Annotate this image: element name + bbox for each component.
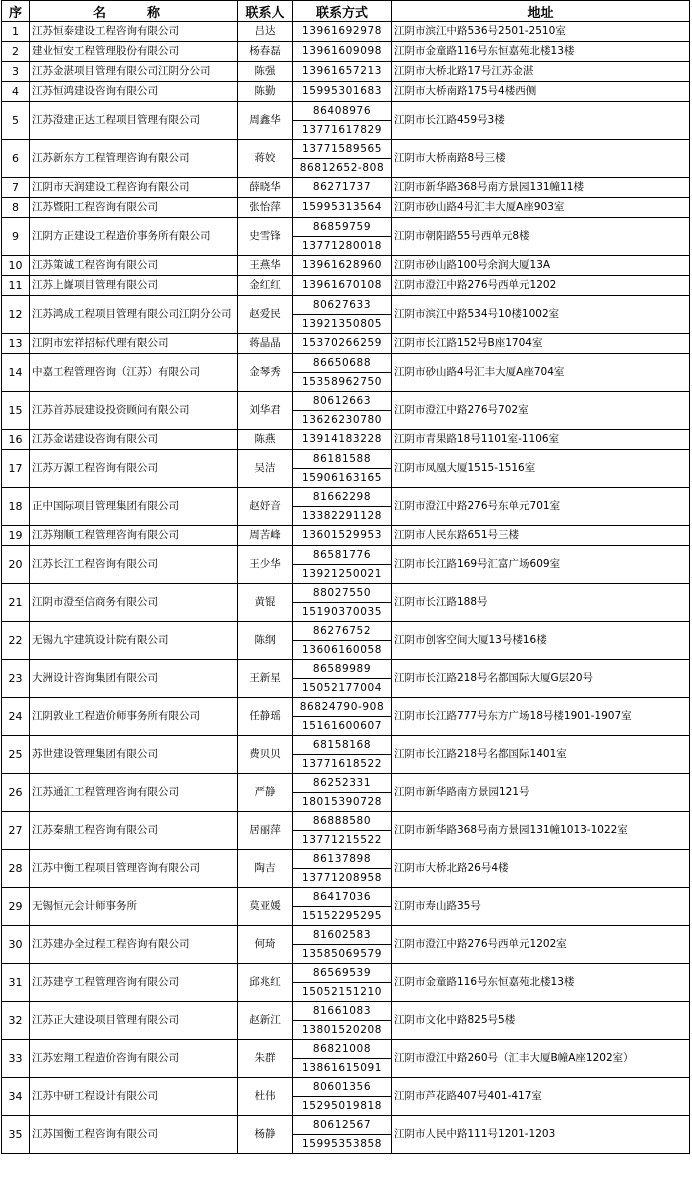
table-row bbox=[2, 526, 690, 546]
address: 江阴市长江路459号3楼 bbox=[392, 102, 690, 140]
row-seq: 2 bbox=[2, 42, 30, 62]
company-name: 江苏中衡工程项目管理咨询有限公司 bbox=[30, 850, 238, 888]
company-name: 江苏金湛项目管理有限公司江阴分公司 bbox=[30, 62, 238, 82]
header-address: 地址 bbox=[392, 1, 690, 22]
address: 江阴市大桥北路17号江苏金湛 bbox=[392, 62, 690, 82]
header-contact: 联系人 bbox=[238, 1, 293, 22]
phone-number: 13606160058 bbox=[293, 641, 392, 660]
phone-number: 13914183228 bbox=[293, 430, 392, 450]
contact-person: 赵妤音 bbox=[238, 488, 293, 526]
company-name: 江苏万源工程咨询有限公司 bbox=[30, 450, 238, 488]
company-name: 江苏建办全过程工程咨询有限公司 bbox=[30, 926, 238, 964]
company-name: 江苏秦鼎工程咨询有限公司 bbox=[30, 812, 238, 850]
phone-number: 13771617829 bbox=[293, 121, 392, 140]
row-seq: 33 bbox=[2, 1040, 30, 1078]
table-row bbox=[2, 218, 690, 237]
contact-person: 蒋晶晶 bbox=[238, 334, 293, 354]
phone-number: 81661083 bbox=[293, 1002, 392, 1021]
address: 江阴市澄江中路276号西单元1202 bbox=[392, 276, 690, 296]
phone-number: 15052177004 bbox=[293, 679, 392, 698]
table-row bbox=[2, 392, 690, 411]
contact-person: 陈纲 bbox=[238, 622, 293, 660]
contact-person: 王燕华 bbox=[238, 256, 293, 276]
contact-person: 严静 bbox=[238, 774, 293, 812]
row-seq: 1 bbox=[2, 22, 30, 42]
company-name: 江苏翔顺工程管理咨询有限公司 bbox=[30, 526, 238, 546]
row-seq: 8 bbox=[2, 198, 30, 218]
address: 江阴市创客空间大厦13号楼16楼 bbox=[392, 622, 690, 660]
phone-number: 81602583 bbox=[293, 926, 392, 945]
address: 江阴市新华路368号南方景园131幢1013-1022室 bbox=[392, 812, 690, 850]
table-row bbox=[2, 450, 690, 469]
contact-person: 史雪锋 bbox=[238, 218, 293, 256]
table-row bbox=[2, 256, 690, 276]
address: 江阴市文化中路825号5楼 bbox=[392, 1002, 690, 1040]
phone-number: 13771618522 bbox=[293, 755, 392, 774]
phone-number: 86569539 bbox=[293, 964, 392, 983]
company-name: 江苏长江工程咨询有限公司 bbox=[30, 546, 238, 584]
phone-number: 13961692978 bbox=[293, 22, 392, 42]
phone-number: 81662298 bbox=[293, 488, 392, 507]
row-seq: 13 bbox=[2, 334, 30, 354]
phone-number: 68158168 bbox=[293, 736, 392, 755]
row-seq: 6 bbox=[2, 140, 30, 178]
row-seq: 4 bbox=[2, 82, 30, 102]
table-row bbox=[2, 1078, 690, 1097]
contact-person: 张怡萍 bbox=[238, 198, 293, 218]
address: 江阴市大桥南路8号三楼 bbox=[392, 140, 690, 178]
address: 江阴市朝阳路55号西单元8楼 bbox=[392, 218, 690, 256]
company-name: 江苏策诚工程咨询有限公司 bbox=[30, 256, 238, 276]
company-name: 江阴市天润建设工程咨询有限公司 bbox=[30, 178, 238, 198]
phone-number: 15358962750 bbox=[293, 373, 392, 392]
table-row bbox=[2, 334, 690, 354]
company-name: 中嘉工程管理咨询（江苏）有限公司 bbox=[30, 354, 238, 392]
phone-number: 86859759 bbox=[293, 218, 392, 237]
phone-number: 15995301683 bbox=[293, 82, 392, 102]
row-seq: 11 bbox=[2, 276, 30, 296]
phone-number: 13382291128 bbox=[293, 507, 392, 526]
company-name: 正中国际项目管理集团有限公司 bbox=[30, 488, 238, 526]
contact-person: 陶吉 bbox=[238, 850, 293, 888]
contact-person: 朱群 bbox=[238, 1040, 293, 1078]
address: 江阴市砂山路4号汇丰大厦A座903室 bbox=[392, 198, 690, 218]
company-name: 江苏正大建设项目管理有限公司 bbox=[30, 1002, 238, 1040]
table-row bbox=[2, 82, 690, 102]
address: 江阴市青果路18号1101室-1106室 bbox=[392, 430, 690, 450]
row-seq: 19 bbox=[2, 526, 30, 546]
phone-number: 13861615091 bbox=[293, 1059, 392, 1078]
table-row bbox=[2, 812, 690, 831]
company-name: 江苏澄建正达工程项目管理有限公司 bbox=[30, 102, 238, 140]
phone-number: 80627633 bbox=[293, 296, 392, 315]
phone-number: 86821008 bbox=[293, 1040, 392, 1059]
phone-number: 86181588 bbox=[293, 450, 392, 469]
contact-person: 陈燕 bbox=[238, 430, 293, 450]
company-name: 江苏新东方工程管理咨询有限公司 bbox=[30, 140, 238, 178]
phone-number: 15995353858 bbox=[293, 1135, 392, 1154]
row-seq: 20 bbox=[2, 546, 30, 584]
address: 江阴市长江路169号汇富广场609室 bbox=[392, 546, 690, 584]
phone-number: 15190370035 bbox=[293, 603, 392, 622]
address: 江阴市长江路152号B座1704室 bbox=[392, 334, 690, 354]
contact-person: 吴洁 bbox=[238, 450, 293, 488]
phone-number: 15295019818 bbox=[293, 1097, 392, 1116]
company-name: 江苏国衡工程咨询有限公司 bbox=[30, 1116, 238, 1154]
table-row bbox=[2, 964, 690, 983]
company-name: 江苏通汇工程管理咨询有限公司 bbox=[30, 774, 238, 812]
table-row bbox=[2, 622, 690, 641]
company-name: 江苏暨阳工程咨询有限公司 bbox=[30, 198, 238, 218]
phone-number: 13961657213 bbox=[293, 62, 392, 82]
address: 江阴市砂山路4号汇丰大厦A座704室 bbox=[392, 354, 690, 392]
contact-person: 薛晓华 bbox=[238, 178, 293, 198]
address: 江阴市寿山路35号 bbox=[392, 888, 690, 926]
phone-number: 13961670108 bbox=[293, 276, 392, 296]
address: 江阴市大桥北路26号4楼 bbox=[392, 850, 690, 888]
address: 江阴市新华路南方景园121号 bbox=[392, 774, 690, 812]
company-name: 江苏金诺建设咨询有限公司 bbox=[30, 430, 238, 450]
phone-number: 80612567 bbox=[293, 1116, 392, 1135]
contact-person: 何琦 bbox=[238, 926, 293, 964]
row-seq: 3 bbox=[2, 62, 30, 82]
phone-number: 13626230780 bbox=[293, 411, 392, 430]
company-name: 江阴敦业工程造价师事务所有限公司 bbox=[30, 698, 238, 736]
row-seq: 31 bbox=[2, 964, 30, 1002]
phone-number: 86137898 bbox=[293, 850, 392, 869]
phone-number: 15370266259 bbox=[293, 334, 392, 354]
contact-person: 周苦峰 bbox=[238, 526, 293, 546]
row-seq: 9 bbox=[2, 218, 30, 256]
address: 江阴市砂山路100号余润大厦13A bbox=[392, 256, 690, 276]
company-name: 建业恒安工程管理股份有限公司 bbox=[30, 42, 238, 62]
company-name: 苏世建设管理集团有限公司 bbox=[30, 736, 238, 774]
contact-person: 陈勤 bbox=[238, 82, 293, 102]
header-name: 名 称 bbox=[30, 1, 238, 22]
address: 江阴市滨江中路534号10楼1002室 bbox=[392, 296, 690, 334]
address: 江阴市澄江中路260号（汇丰大厦B幢A座1202室） bbox=[392, 1040, 690, 1078]
company-name: 大洲设计咨询集团有限公司 bbox=[30, 660, 238, 698]
contact-person: 蒋姣 bbox=[238, 140, 293, 178]
contact-person: 金红红 bbox=[238, 276, 293, 296]
row-seq: 21 bbox=[2, 584, 30, 622]
table-row bbox=[2, 546, 690, 565]
contact-person: 王少华 bbox=[238, 546, 293, 584]
phone-number: 80601356 bbox=[293, 1078, 392, 1097]
header-phone: 联系方式 bbox=[293, 1, 392, 22]
contact-person: 杨春磊 bbox=[238, 42, 293, 62]
company-name: 江苏恒鸿建设咨询有限公司 bbox=[30, 82, 238, 102]
phone-number: 15052151210 bbox=[293, 983, 392, 1002]
phone-number: 86252331 bbox=[293, 774, 392, 793]
row-seq: 7 bbox=[2, 178, 30, 198]
phone-number: 86888580 bbox=[293, 812, 392, 831]
address: 江阴市凤凰大厦1515-1516室 bbox=[392, 450, 690, 488]
row-seq: 34 bbox=[2, 1078, 30, 1116]
company-name: 江阴市宏祥招标代理有限公司 bbox=[30, 334, 238, 354]
table-row bbox=[2, 276, 690, 296]
phone-number: 13961628960 bbox=[293, 256, 392, 276]
phone-number: 88027550 bbox=[293, 584, 392, 603]
company-name: 江阴市澄至信商务有限公司 bbox=[30, 584, 238, 622]
contact-person: 周鑫华 bbox=[238, 102, 293, 140]
phone-number: 13601529953 bbox=[293, 526, 392, 546]
contact-person: 金琴秀 bbox=[238, 354, 293, 392]
contact-person: 王新星 bbox=[238, 660, 293, 698]
table-row bbox=[2, 736, 690, 755]
row-seq: 30 bbox=[2, 926, 30, 964]
table-body bbox=[2, 22, 690, 1154]
phone-number: 13801520208 bbox=[293, 1021, 392, 1040]
phone-number: 13921250021 bbox=[293, 565, 392, 584]
contact-person: 邱兆红 bbox=[238, 964, 293, 1002]
table-row bbox=[2, 22, 690, 42]
phone-number: 13771215522 bbox=[293, 831, 392, 850]
phone-number: 13771589565 bbox=[293, 140, 392, 159]
address: 江阴市人民东路651号三楼 bbox=[392, 526, 690, 546]
phone-number: 13921350805 bbox=[293, 315, 392, 334]
row-seq: 14 bbox=[2, 354, 30, 392]
table-row bbox=[2, 296, 690, 315]
table-row bbox=[2, 584, 690, 603]
row-seq: 17 bbox=[2, 450, 30, 488]
row-seq: 29 bbox=[2, 888, 30, 926]
company-name: 无锡九宇建筑设计院有限公司 bbox=[30, 622, 238, 660]
address: 江阴市澄江中路276号702室 bbox=[392, 392, 690, 430]
row-seq: 22 bbox=[2, 622, 30, 660]
contact-person: 吕达 bbox=[238, 22, 293, 42]
phone-number: 15906163165 bbox=[293, 469, 392, 488]
address: 江阴市长江路188号 bbox=[392, 584, 690, 622]
address: 江阴市金童路116号东恒嘉苑北楼13楼 bbox=[392, 964, 690, 1002]
table-row bbox=[2, 62, 690, 82]
address: 江阴市金童路116号东恒嘉苑北楼13楼 bbox=[392, 42, 690, 62]
phone-number: 15152295295 bbox=[293, 907, 392, 926]
row-seq: 32 bbox=[2, 1002, 30, 1040]
company-name: 江苏鸿成工程项目管理有限公司江阴分公司 bbox=[30, 296, 238, 334]
table-row bbox=[2, 1116, 690, 1135]
phone-number: 13585069579 bbox=[293, 945, 392, 964]
phone-number: 86824790-908 bbox=[293, 698, 392, 717]
row-seq: 28 bbox=[2, 850, 30, 888]
row-seq: 18 bbox=[2, 488, 30, 526]
table-row bbox=[2, 888, 690, 907]
phone-number: 86581776 bbox=[293, 546, 392, 565]
contact-person: 莫亚媛 bbox=[238, 888, 293, 926]
phone-number: 15995313564 bbox=[293, 198, 392, 218]
company-name: 江苏上嶐项目管理有限公司 bbox=[30, 276, 238, 296]
row-seq: 24 bbox=[2, 698, 30, 736]
phone-number: 80612663 bbox=[293, 392, 392, 411]
table-row bbox=[2, 430, 690, 450]
address: 江阴市人民中路111号1201-1203 bbox=[392, 1116, 690, 1154]
contact-person: 赵新江 bbox=[238, 1002, 293, 1040]
table-row bbox=[2, 698, 690, 717]
address: 江阴市长江路777号东方广场18号楼1901-1907室 bbox=[392, 698, 690, 736]
contact-person: 黄锟 bbox=[238, 584, 293, 622]
company-name: 江苏恒泰建设工程咨询有限公司 bbox=[30, 22, 238, 42]
address: 江阴市滨江中路536号2501-2510室 bbox=[392, 22, 690, 42]
phone-number: 18015390728 bbox=[293, 793, 392, 812]
row-seq: 16 bbox=[2, 430, 30, 450]
address: 江阴市大桥南路175号4楼西侧 bbox=[392, 82, 690, 102]
contact-person: 杨静 bbox=[238, 1116, 293, 1154]
address: 江阴市新华路368号南方景园131幢11楼 bbox=[392, 178, 690, 198]
table-row bbox=[2, 198, 690, 218]
company-contact-table bbox=[1, 0, 690, 1154]
company-name: 江苏建亨工程管理咨询有限公司 bbox=[30, 964, 238, 1002]
row-seq: 10 bbox=[2, 256, 30, 276]
contact-person: 任静瑶 bbox=[238, 698, 293, 736]
address: 江阴市长江路218号名都国际1401室 bbox=[392, 736, 690, 774]
phone-number: 13961609098 bbox=[293, 42, 392, 62]
contact-person: 刘华君 bbox=[238, 392, 293, 430]
table-row bbox=[2, 140, 690, 159]
phone-number: 86417036 bbox=[293, 888, 392, 907]
contact-person: 费贝贝 bbox=[238, 736, 293, 774]
table-row bbox=[2, 660, 690, 679]
phone-number: 86271737 bbox=[293, 178, 392, 198]
row-seq: 35 bbox=[2, 1116, 30, 1154]
table-row bbox=[2, 102, 690, 121]
contact-person: 杜伟 bbox=[238, 1078, 293, 1116]
phone-number: 86650688 bbox=[293, 354, 392, 373]
phone-number: 86589989 bbox=[293, 660, 392, 679]
header-seq: 序 bbox=[2, 1, 30, 22]
phone-number: 86408976 bbox=[293, 102, 392, 121]
row-seq: 26 bbox=[2, 774, 30, 812]
company-name: 无锡恒元会计师事务所 bbox=[30, 888, 238, 926]
phone-number: 13771208958 bbox=[293, 869, 392, 888]
row-seq: 25 bbox=[2, 736, 30, 774]
company-name: 江阴方正建设工程造价事务所有限公司 bbox=[30, 218, 238, 256]
row-seq: 12 bbox=[2, 296, 30, 334]
company-name: 江苏首苏辰建设投资顾问有限公司 bbox=[30, 392, 238, 430]
table-row bbox=[2, 926, 690, 945]
row-seq: 23 bbox=[2, 660, 30, 698]
phone-number: 13771280018 bbox=[293, 237, 392, 256]
phone-number: 15161600607 bbox=[293, 717, 392, 736]
contact-person: 陈强 bbox=[238, 62, 293, 82]
table-row bbox=[2, 1040, 690, 1059]
table-row bbox=[2, 488, 690, 507]
phone-number: 86812652-808 bbox=[293, 159, 392, 178]
contact-person: 赵爱民 bbox=[238, 296, 293, 334]
company-name: 江苏中研工程设计有限公司 bbox=[30, 1078, 238, 1116]
table-row bbox=[2, 42, 690, 62]
table-row bbox=[2, 178, 690, 198]
company-name: 江苏宏翔工程造价咨询有限公司 bbox=[30, 1040, 238, 1078]
address: 江阴市长江路218号名都国际大厦G层20号 bbox=[392, 660, 690, 698]
address: 江阴市澄江中路276号东单元701室 bbox=[392, 488, 690, 526]
table-row bbox=[2, 850, 690, 869]
row-seq: 27 bbox=[2, 812, 30, 850]
row-seq: 5 bbox=[2, 102, 30, 140]
address: 江阴市澄江中路276号西单元1202室 bbox=[392, 926, 690, 964]
contact-person: 居丽萍 bbox=[238, 812, 293, 850]
table-row bbox=[2, 1002, 690, 1021]
address: 江阴市芦花路407号401-417室 bbox=[392, 1078, 690, 1116]
table-row bbox=[2, 354, 690, 373]
row-seq: 15 bbox=[2, 392, 30, 430]
table-header-row bbox=[2, 1, 690, 22]
table-row bbox=[2, 774, 690, 793]
phone-number: 86276752 bbox=[293, 622, 392, 641]
